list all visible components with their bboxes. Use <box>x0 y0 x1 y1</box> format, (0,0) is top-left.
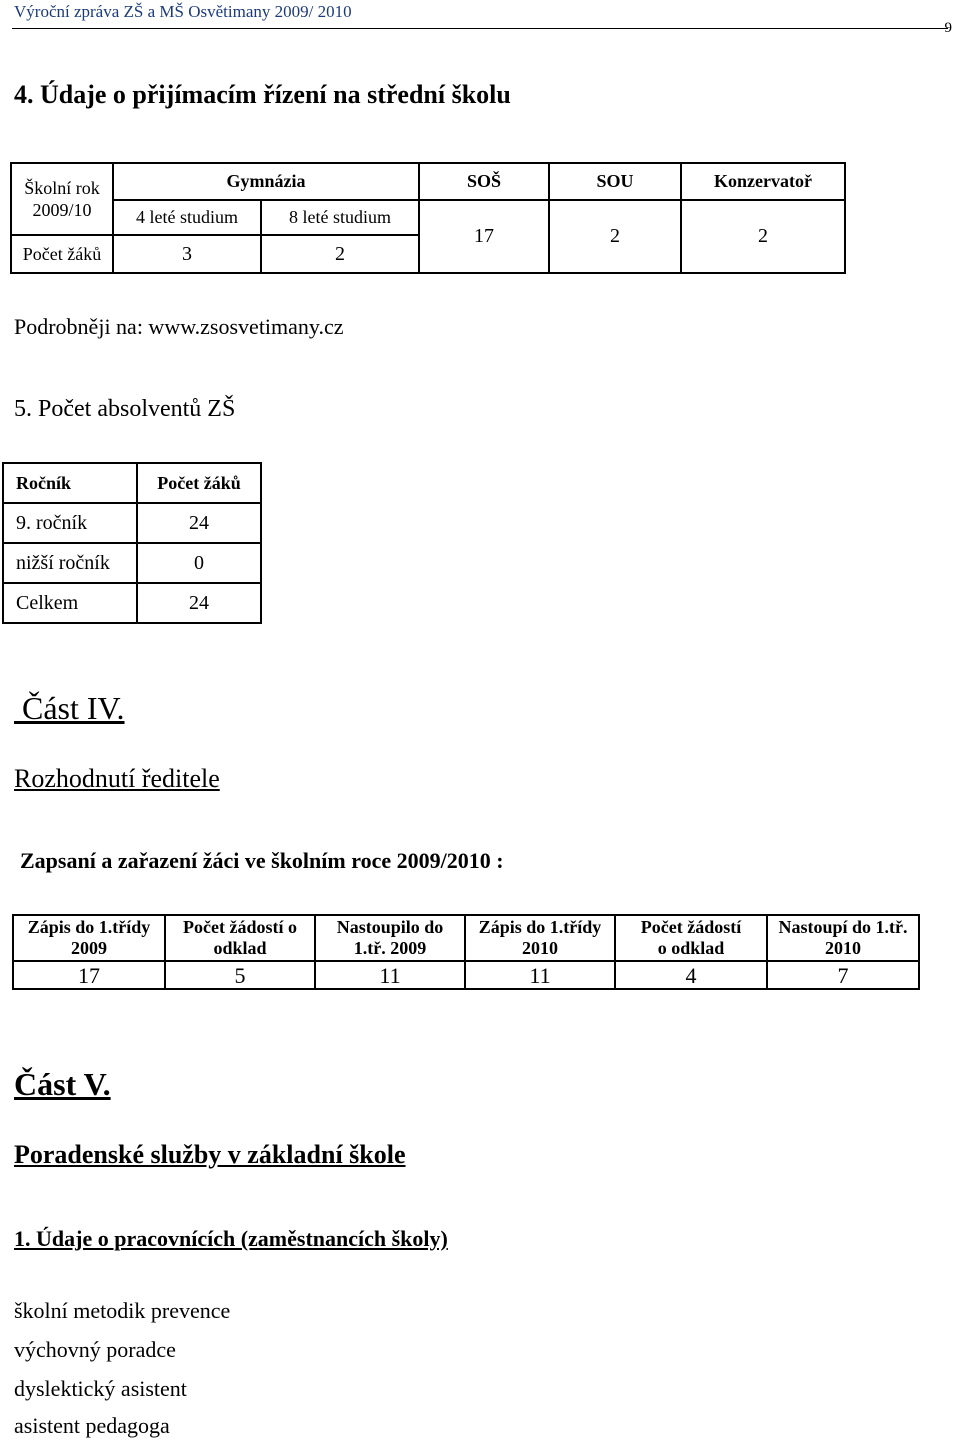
eight-year-study-header: 8 leté studium <box>261 200 419 235</box>
four-year-study-header: 4 leté studium <box>113 200 261 235</box>
school-year-value: 2009/10 <box>32 200 92 220</box>
part5-subheading: Poradenské služby v základní škole <box>14 1140 406 1169</box>
gymnazia-header: Gymnázia <box>113 163 419 200</box>
more-info-text: Podrobněji na: www.zsosvetimany.cz <box>14 314 344 339</box>
admissions-table <box>10 162 846 274</box>
staff-list-item: dyslektický asistent <box>14 1376 187 1401</box>
staff-list-item: výchovný poradce <box>14 1337 176 1362</box>
gym4-value: 3 <box>113 235 261 273</box>
gym8-value: 2 <box>261 235 419 273</box>
sos-header: SOŠ <box>419 163 549 200</box>
enrollment-header: Zápis do 1.třídy 2009 <box>13 915 165 961</box>
sou-value: 2 <box>549 200 681 273</box>
grade-label: Celkem <box>3 583 137 623</box>
part5-heading: Část V. <box>14 1066 111 1102</box>
grade-column-header: Ročník <box>3 463 137 503</box>
konzervator-value: 2 <box>681 200 845 273</box>
pupil-count-label: Počet žáků <box>11 235 113 273</box>
staff-list-item: asistent pedagoga <box>14 1413 170 1438</box>
staff-section-heading: 1. Údaje o pracovnících (zaměstnancích školy) <box>14 1226 448 1251</box>
document-header-title: Výroční zpráva ZŠ a MŠ Osvětimany 2009/ 2010 <box>14 2 352 21</box>
enrollment-value: 7 <box>767 961 919 989</box>
section4-heading: 4. Údaje o přijímacím řízení na střední školu <box>14 80 511 109</box>
enrollment-header: Nastoupí do 1.tř. 2010 <box>767 915 919 961</box>
enrollment-value: 5 <box>165 961 315 989</box>
enrollment-header: Zápis do 1.třídy 2010 <box>465 915 615 961</box>
grade-value: 24 <box>137 583 261 623</box>
header-divider <box>12 28 948 29</box>
part4-heading <box>14 690 125 727</box>
enrollment-value: 11 <box>315 961 465 989</box>
graduates-table <box>2 462 262 624</box>
part4-heading-text: Část IV. <box>22 690 125 726</box>
sos-value: 17 <box>419 200 549 273</box>
grade-value: 24 <box>137 503 261 543</box>
enrollment-value: 11 <box>465 961 615 989</box>
grade-label: 9. ročník <box>3 503 137 543</box>
school-year-label: Školní rok <box>24 178 100 198</box>
enrollment-table <box>12 914 920 990</box>
staff-list-item: školní metodik prevence <box>14 1298 231 1323</box>
pupil-count-column-header: Počet žáků <box>137 463 261 503</box>
section5-heading: 5. Počet absolventů ZŠ <box>14 396 236 422</box>
enrollment-value: 17 <box>13 961 165 989</box>
enrollment-value: 4 <box>615 961 767 989</box>
enrollment-header: Počet žádostí o odklad <box>615 915 767 961</box>
enrollment-header: Počet žádostí o odklad <box>165 915 315 961</box>
page-number: 9 <box>944 20 952 36</box>
sou-header: SOU <box>549 163 681 200</box>
grade-value: 0 <box>137 543 261 583</box>
konzervator-header: Konzervatoř <box>681 163 845 200</box>
grade-label: nižší ročník <box>3 543 137 583</box>
enrollment-header: Nastoupilo do 1.tř. 2009 <box>315 915 465 961</box>
school-year-cell <box>11 163 113 235</box>
part4-subheading: Rozhodnutí ředitele <box>14 764 220 793</box>
part4-intro: Zapsaní a zařazení žáci ve školním roce 2009/2010 : <box>20 848 504 873</box>
